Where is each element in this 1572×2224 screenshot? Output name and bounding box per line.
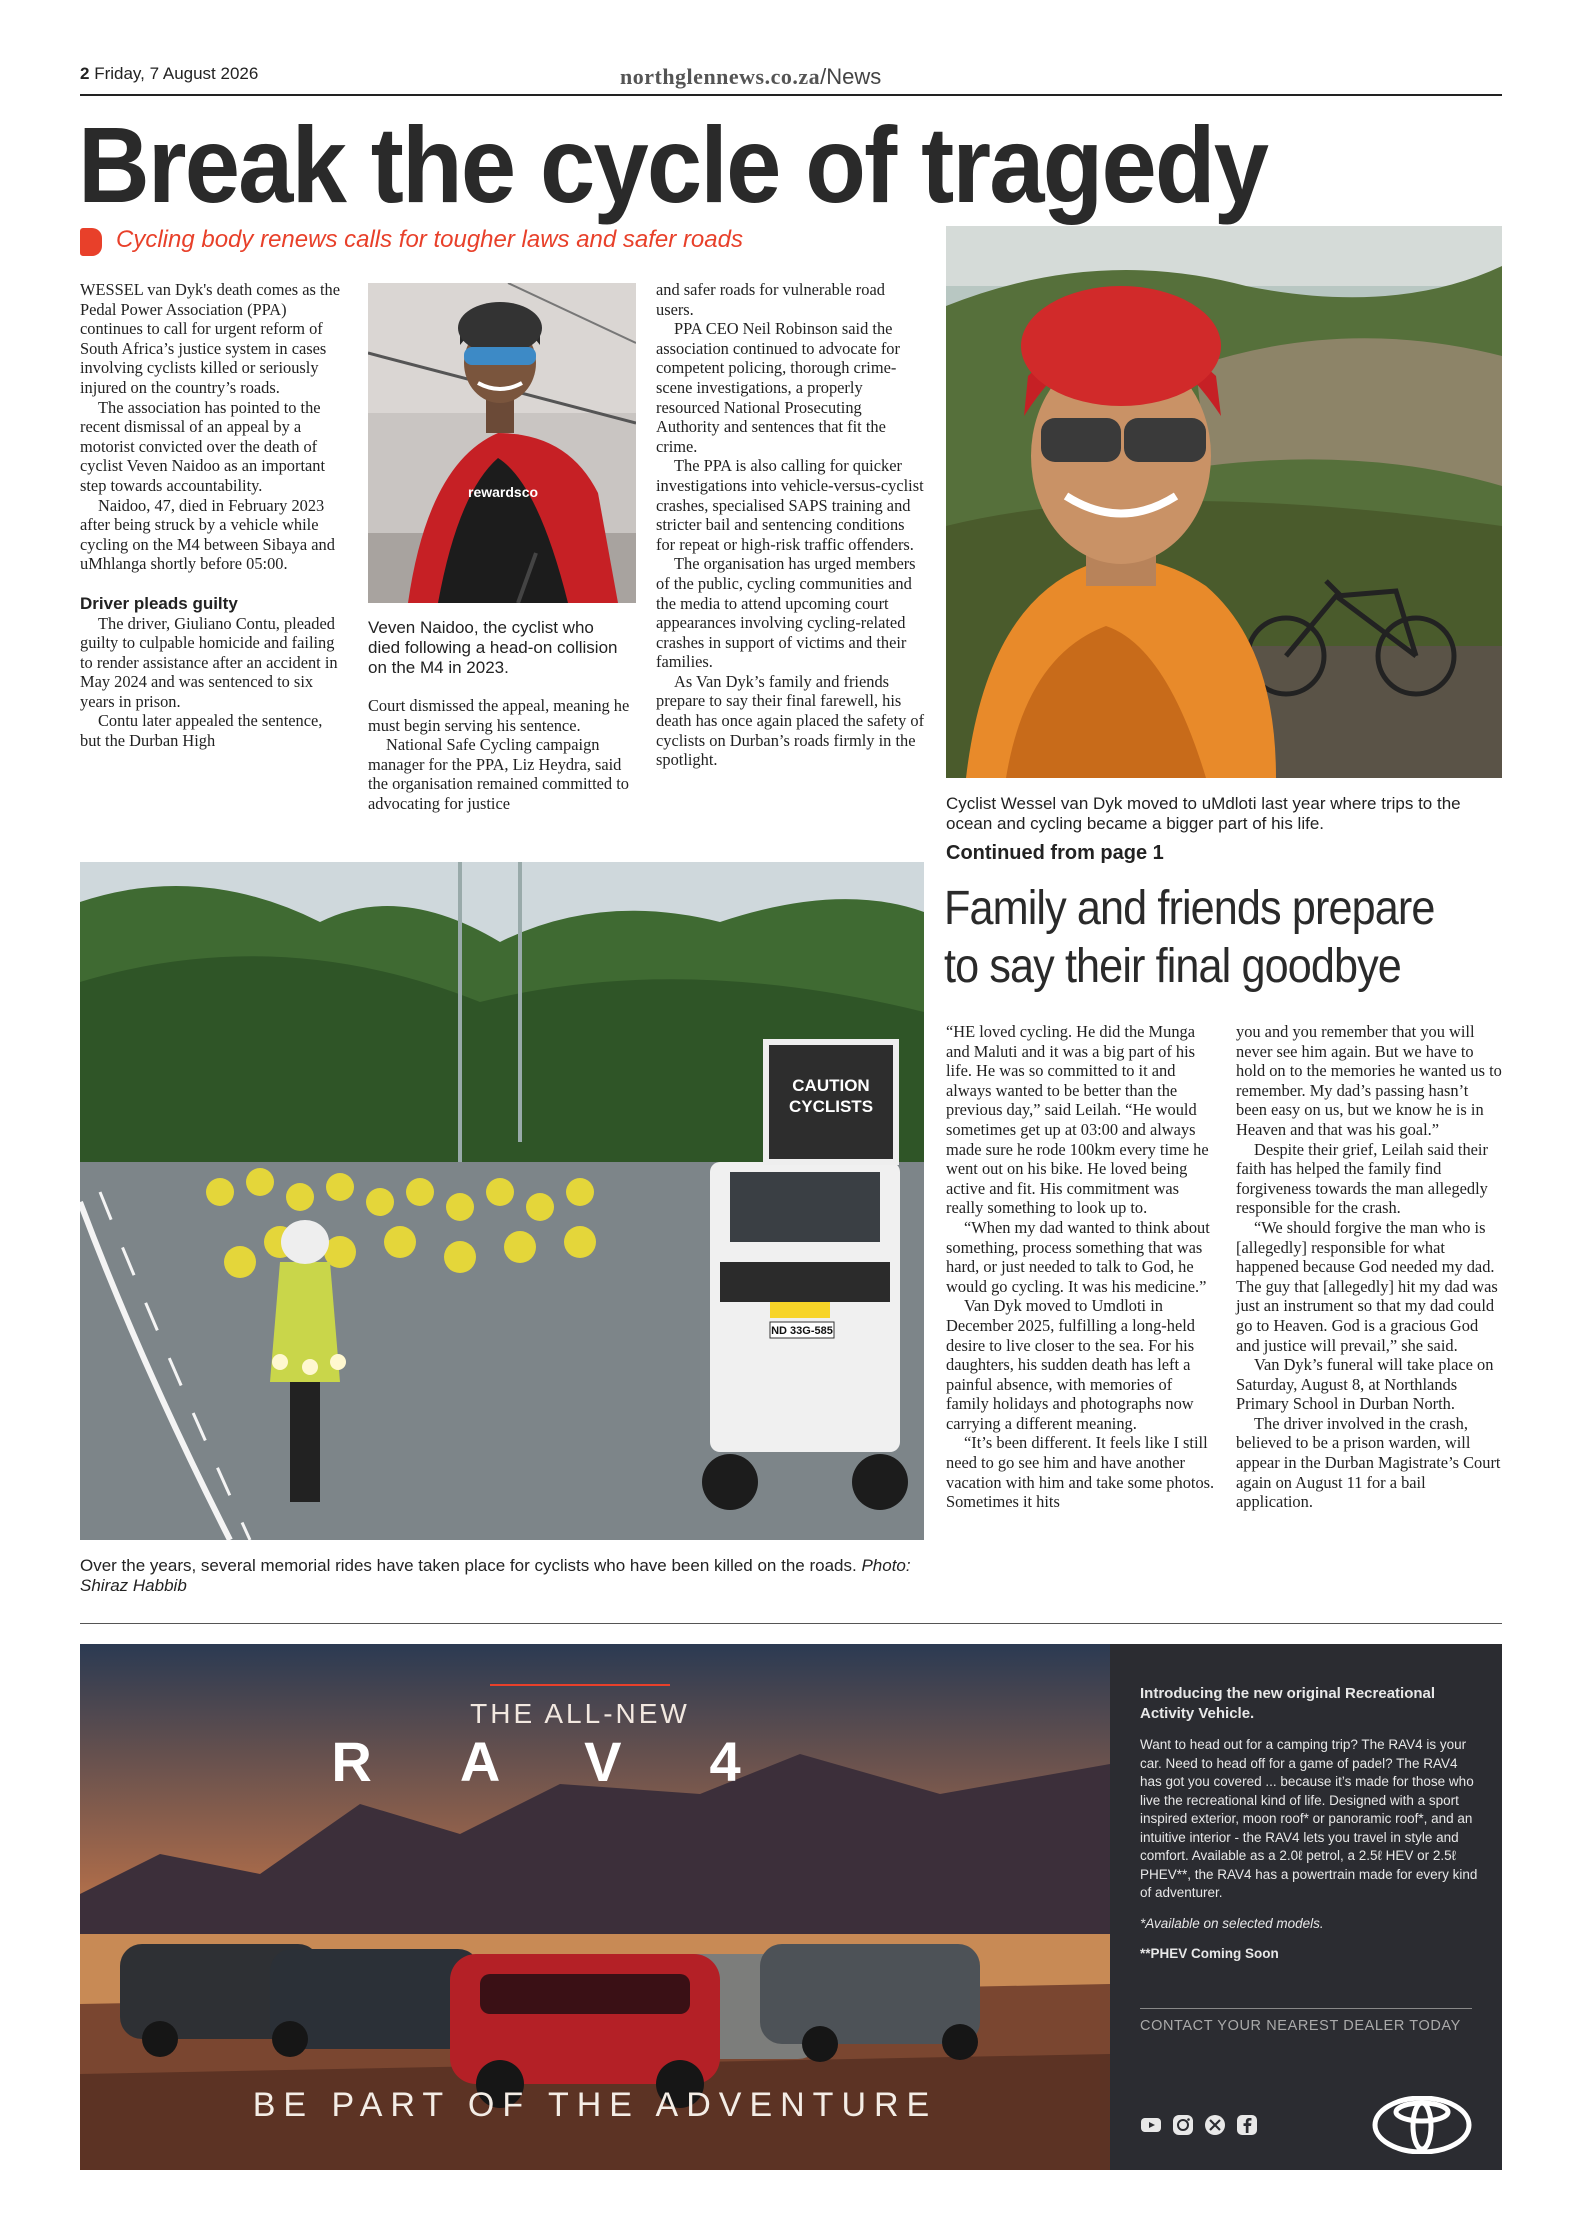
paragraph: “HE loved cycling. He did the Munga and Maluti and it was a big part of his life. He was so committed to it and always wanted to be better than the previous day,” said Leilah. “He would sometimes get up at 03:00 and always made sure he rode 100km every time he went out on his bike. He loved being active and fit. His commitment was really something to look up to. [946, 1022, 1209, 1218]
section-name[interactable]: /News [820, 64, 882, 89]
van-dyk-caption: Cyclist Wessel van Dyk moved to uMdloti last year where trips to the ocean and cycling became a bigger part of his life. [946, 794, 1461, 833]
van-dyk-photo [946, 226, 1502, 778]
advert-body: Want to head out for a camping trip? The RAV4 is your car. Need to head off for a game of padel? The RAV4 has got you covered ... because it’s made for those who live the recreational kind of life. Designed with a sport inspired exterior, moon roof* or panoramic roof*, and an intuitive interior - the RAV4 lets you travel in style and comfort. Available as a 2.0ℓ petrol, a 2.5ℓ HEV or 2.5ℓ PHEV**, the RAV4 has a powertrain made for every kind of adventurer. [1140, 1737, 1478, 1900]
paragraph: Contu later appealed the sentence, but the Durban High [80, 711, 323, 751]
story-column-1 [80, 280, 345, 751]
second-story-column-1 [946, 1022, 1216, 1512]
instagram-icon[interactable] [1172, 2114, 1194, 2136]
naidoo-caption: Veven Naidoo, the cyclist who died following a head-on collision on the M4 in 2023. [368, 618, 618, 677]
subhead: Driver pleads guilty [80, 593, 238, 613]
paragraph: WESSEL van Dyk's death comes as the Pedal Power Association (PPA) continues to call for urgent reform of South Africa’s justice system in cases involving cyclists killed or seriously injured on the country’s roads. [80, 280, 340, 397]
paragraph: As Van Dyk’s family and friends prepare to say their final farewell, his death has once again placed the safety of cyclists on Durban’s roads firmly in the spotlight. [656, 671, 925, 770]
toyota-logo[interactable] [1372, 2096, 1472, 2154]
photo-credit: Photo: Shiraz Habbib [80, 1556, 911, 1595]
advert-copy [1140, 1684, 1480, 1976]
advert-tagline: BE PART OF THE ADVENTURE [252, 2086, 938, 2124]
paragraph: The driver involved in the crash, believed to be a prison warden, will appear in the Durban Magistrate’s Court again on August 11 for a bail application. [1236, 1413, 1501, 1512]
kicker: Cycling body renews calls for tougher laws and safer roads [116, 226, 743, 253]
issue-date: Friday, 7 August 2026 [94, 64, 259, 83]
svg-text:rewardsco: rewardsco [468, 484, 539, 500]
story-column-2 [368, 696, 636, 814]
facebook-icon[interactable] [1236, 2114, 1258, 2136]
advert-footnote-2: **PHEV Coming Soon [1140, 1946, 1279, 1961]
page-header-left [80, 64, 258, 84]
second-headline-line-1: Family and friends prepare [944, 882, 1435, 935]
paragraph: PPA CEO Neil Robinson said the association continued to advocate for competent policing, thorough crime-scene investigations, a properly resourced National Prosecuting Authority and sentences that fit the crime. [656, 319, 900, 456]
x-icon[interactable] [1204, 2114, 1226, 2136]
paragraph: you and you remember that you will never see him again. But we have to hold on to the memories he wanted us to remember. My dad’s passing hasn’t been easy on us, but we know he is in Heaven and that was his goal.” [1236, 1022, 1502, 1139]
youtube-icon[interactable] [1140, 2114, 1162, 2136]
main-headline: Break the cycle of tragedy [78, 104, 1268, 225]
header-rule [80, 94, 1502, 96]
page-number: 2 [80, 64, 90, 83]
advert-title: Introducing the new original Recreational Activity Vehicle. [1140, 1685, 1436, 1722]
paragraph: Despite their grief, Leilah said their faith has helped the family find forgiveness towards the man allegedly responsible for the crash. [1236, 1139, 1488, 1218]
paragraph: “When my dad wanted to think about something, process something that was hard, or just needed to talk to God, he would go cycling. It was his medicine.” [946, 1217, 1210, 1296]
paragraph: and safer roads for vulnerable road users. [656, 280, 885, 319]
story-column-3 [656, 280, 926, 770]
advert-footnote-1: *Available on selected models. [1140, 1915, 1324, 1931]
advert-cta[interactable]: CONTACT YOUR NEAREST DEALER TODAY [1140, 2018, 1461, 2034]
number-plate: ND 33G-585 [771, 1325, 833, 1337]
section-divider [80, 1623, 1502, 1624]
paragraph: “It’s been different. It feels like I still need to go see him and have another vacation with him and take some photos. Sometimes it hits [946, 1433, 1215, 1512]
paragraph: “We should forgive the man who is [allegedly] responsible for what happened because God needed my dad. The guy that [allegedly] hit my dad was just an instrument so that my dad could go to Heaven. God is a gracious God and justice will prevail,” she said. [1236, 1217, 1498, 1355]
caution-sign-line-2: CYCLISTS [788, 1097, 874, 1116]
caption-text: Over the years, several memorial rides have taken place for cyclists who have been killed on the roads. [80, 1556, 857, 1575]
paragraph: Naidoo, 47, died in February 2023 after being struck by a vehicle while cycling on the M4 between Sibaya and uMhlanga shortly before 05:00. [80, 495, 335, 574]
advert-divider [1140, 2008, 1472, 2009]
advert-social-icons [1140, 2114, 1258, 2136]
site-header [620, 64, 881, 90]
caution-sign-line-1: CAUTION [792, 1076, 870, 1095]
advert-model: RAV4 [331, 1730, 829, 1793]
paragraph: The driver, Giuliano Contu, pleaded guilty to culpable homicide and failing to render assistance after an accident in May 2024 and was sentenced to six years in prison. [80, 613, 338, 711]
paragraph: Van Dyk’s funeral will take place on Saturday, August 8, at Northlands Primary School in Durban North. [1236, 1355, 1494, 1414]
paragraph: The association has pointed to the recent dismissal of an appeal by a motorist convicted over the death of cyclist Veven Naidoo as an important step towards accountability. [80, 397, 326, 495]
second-story-column-2 [1236, 1022, 1502, 1512]
continued-note[interactable]: Continued from page 1 [946, 842, 1164, 864]
site-name[interactable]: northglennews.co.za [620, 64, 821, 89]
memorial-ride-photo [80, 862, 924, 1540]
paragraph: The organisation has urged members of the public, cycling communities and the media to attend upcoming court appearances involving cycling-related crashes in support of victims and their families. [656, 554, 916, 672]
kicker-marker [80, 228, 102, 256]
second-headline-line-2: to say their final goodbye [944, 940, 1401, 993]
paragraph: Court dismissed the appeal, meaning he must begin serving his sentence. [368, 696, 630, 735]
paragraph: The PPA is also calling for quicker investigations into vehicle-versus-cyclist crashes, specialised SAPS training and stricter bail and sentencing conditions for repeat or high-risk traffic offenders. [656, 456, 924, 554]
advert-kicker: THE ALL-NEW [470, 1698, 690, 1729]
second-headline [944, 880, 1434, 996]
naidoo-photo [368, 283, 636, 603]
advert-image [80, 1644, 1110, 2170]
paragraph: National Safe Cycling campaign manager for the PPA, Liz Heydra, said the organisation remained committed to advocating for justice [368, 735, 629, 813]
memorial-ride-caption [80, 1556, 924, 1596]
paragraph: Van Dyk moved to Umdloti in December 2025, fulfilling a long-held desire to live closer to the sea. For his daughters, his sudden death has left a painful absence, with memories of family holidays and photographs now carrying a different meaning. [946, 1296, 1195, 1433]
